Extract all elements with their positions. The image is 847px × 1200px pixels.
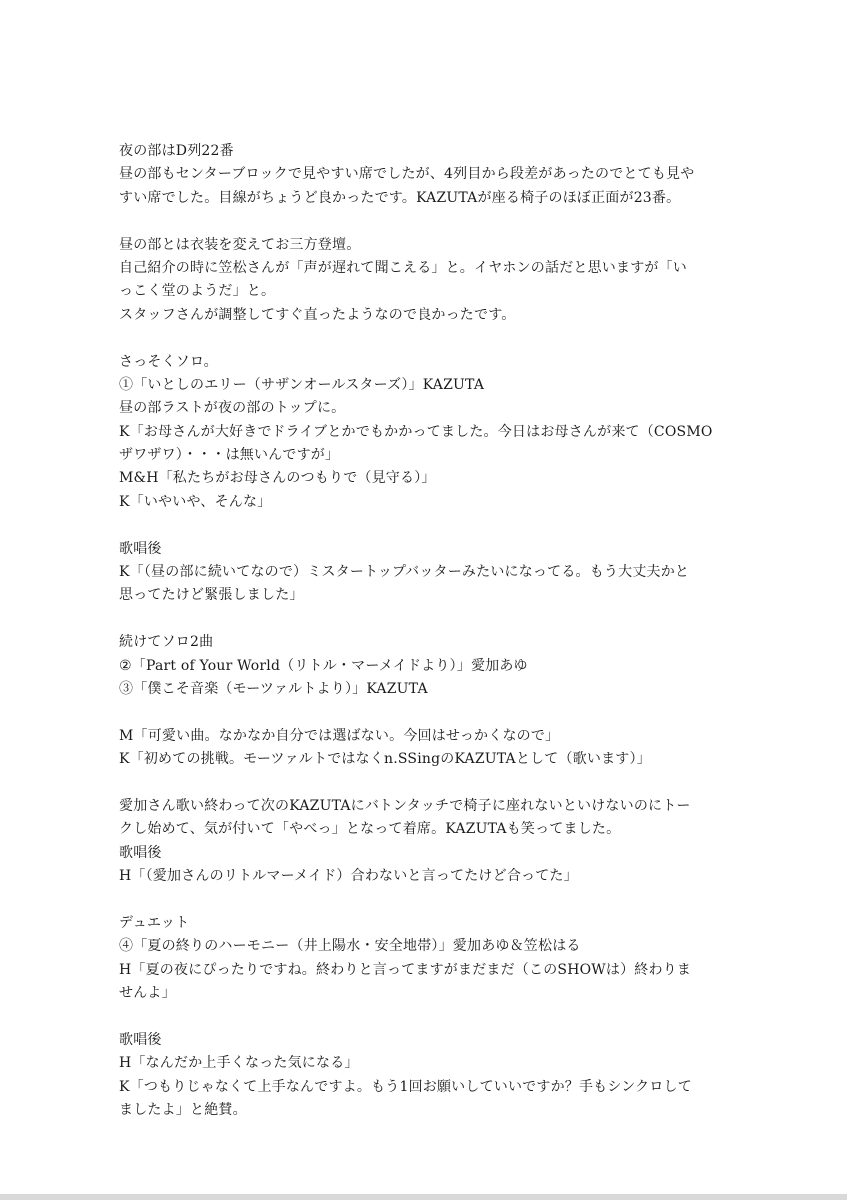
- text-line: 自己紹介の時に笠松さんが「声が遅れて聞こえる」と。イヤホンの話だと思いますが「い: [119, 259, 687, 276]
- text-line: ②「Part of Your World（リトル・マーメイドより）」愛加あゆ: [119, 657, 528, 674]
- blank-line: [119, 210, 739, 233]
- blank-line: [119, 772, 739, 795]
- text-line: H「（愛加さんのリトルマーメイド）合わないと言ってたけど合ってた」: [119, 868, 578, 885]
- text-line: K「（昼の部に続いてなので）ミスタートップバッターみたいになってる。もう大丈夫かと: [119, 564, 690, 581]
- text-line: K「つもりじゃなくて上手なんですよ。もう1回お願いしていいですか？手もシンクロして: [119, 1078, 692, 1095]
- text-line: スタッフさんが調整してすぐ直ったようなので良かったです。: [119, 306, 516, 323]
- text-line: ましたよ」と絶賛。: [119, 1102, 247, 1119]
- blank-line: [119, 701, 739, 724]
- text-line: せんよ」: [119, 985, 176, 1002]
- text-line: さっそくソロ。: [119, 353, 218, 370]
- document-body: [119, 140, 739, 1122]
- blank-line: [119, 514, 739, 537]
- text-line: 思ってたけど緊張しました」: [119, 587, 304, 604]
- text-line: 歌唱後: [119, 844, 162, 861]
- text-line: K「いやいや、そんな」: [119, 493, 272, 510]
- text-line: ④「夏の終りのハーモニー（井上陽水・安全地帯）」愛加あゆ＆笠松はる: [119, 938, 581, 955]
- text-line: 昼の部もセンターブロックで見やすい席でしたが、4列目から段差があったのでとても見や: [119, 166, 695, 183]
- text-line: 歌唱後: [119, 540, 162, 557]
- blank-line: [119, 1005, 739, 1028]
- text-line: 続けてソロ2曲: [119, 634, 214, 651]
- text-line: K「初めての挑戦。モーツァルトではなくn.SSingのKAZUTAとして（歌います）」: [119, 751, 651, 768]
- text-line: すい席でした。目線がちょうど良かったです。KAZUTAが座る椅子のほぼ正面が23番。: [119, 189, 681, 206]
- text-line: H「なんだか上手くなった気になる」: [119, 1055, 359, 1072]
- text-line: H「夏の夜にぴったりですね。終わりと言ってますがまだまだ（このSHOWは）終わりま: [119, 961, 692, 978]
- text-line: 夜の部はD列22番: [119, 143, 234, 159]
- text-line: M「可愛い曲。なかなか自分では選ばない。今回はせっかくなので」: [119, 727, 560, 744]
- text-line: M&H「私たちがお母さんのつもりで（見守る）」: [119, 470, 436, 487]
- blank-line: [119, 608, 739, 631]
- text-line: っこく堂のようだ」と。: [119, 283, 276, 300]
- text-line: デュエット: [119, 914, 190, 931]
- page-bottom-divider: [0, 1194, 847, 1200]
- text-line: 愛加さん歌い終わって次のKAZUTAにバトンタッチで椅子に座れないといけないのにトー: [119, 797, 691, 814]
- text-line: 歌唱後: [119, 1031, 162, 1048]
- text-line: K「お母さんが大好きでドライブとかでもかかってました。今日はお母さんが来て（COSMO: [119, 423, 713, 440]
- text-line: 昼の部とは衣装を変えてお三方登壇。: [119, 236, 361, 253]
- blank-line: [119, 327, 739, 350]
- text-line: クし始めて、気が付いて「やべっ」となって着席。KAZUTAも笑ってました。: [119, 821, 621, 838]
- text-line: ③「僕こそ音楽（モーツァルトより）」KAZUTA: [119, 680, 428, 697]
- text-line: ①「いとしのエリー（サザンオールスターズ）」KAZUTA: [119, 376, 485, 393]
- text-line: 昼の部ラストが夜の部のトップに。: [119, 400, 346, 417]
- text-line: ザワザワ）・・・は無いんですが」: [119, 447, 340, 464]
- blank-line: [119, 889, 739, 912]
